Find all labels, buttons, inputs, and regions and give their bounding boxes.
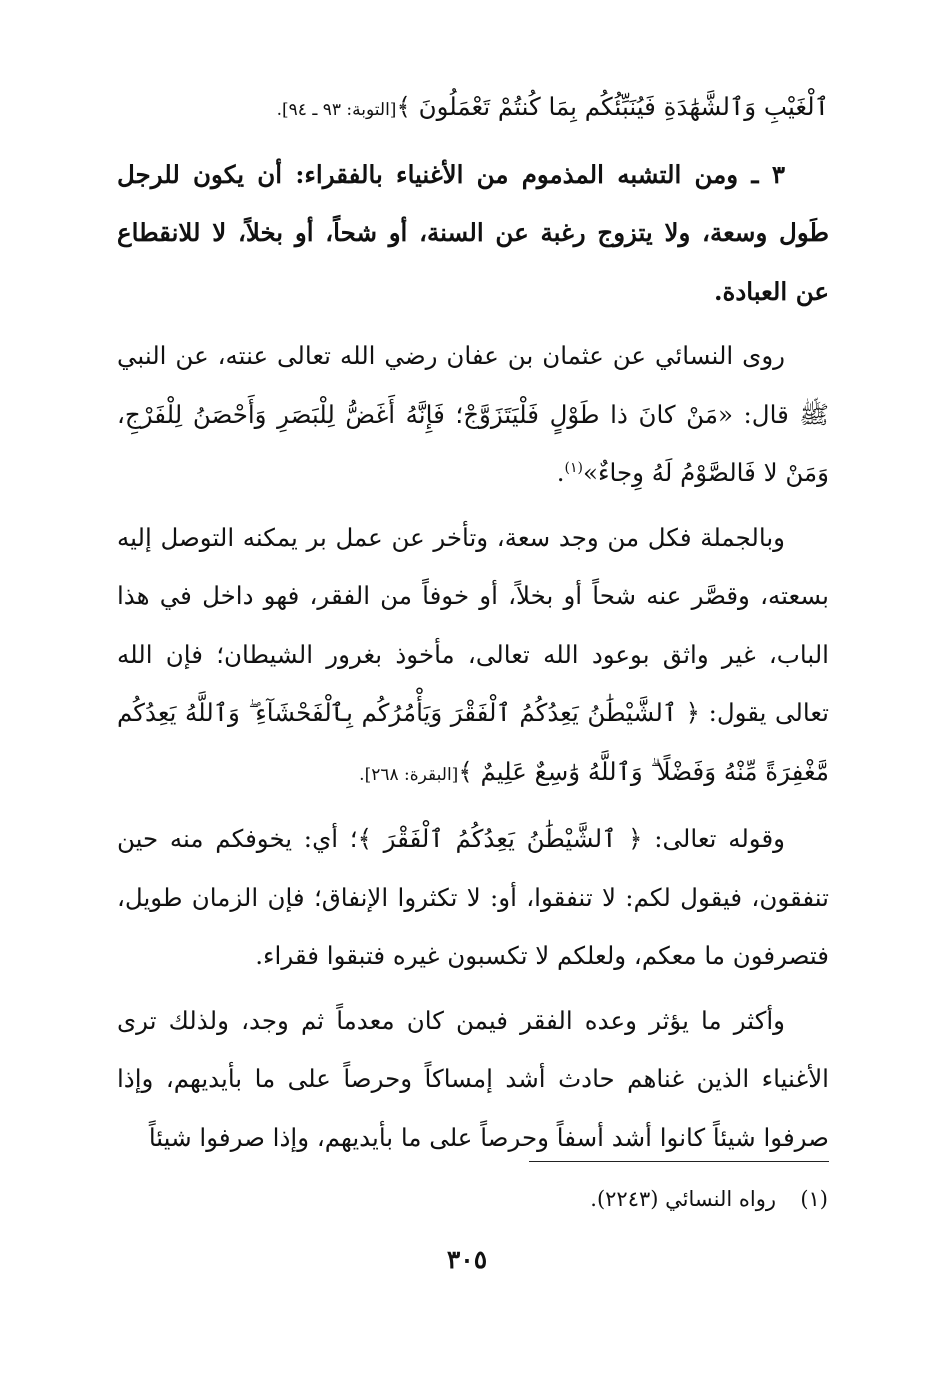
page-number: ٣٠٥ [446, 1245, 488, 1274]
quran-verse: ﴿ ٱلشَّيْطَٰنُ يَعِدُكُمُ ٱلْفَقْرَ وَيَأْمُرُكُم بِٱلْفَحْشَآءِ ۖ وَٱللَّهُ يَعِدُكُم مَّغْفِرَةً مِّنْهُ وَفَضْلًا ۗ وَٱللَّهُ وَٰسِعٌ عَلِيمٌ ﴾ [117, 698, 829, 786]
verse-reference: [التوبة: ٩٣ ـ ٩٤]. [276, 100, 397, 120]
footnote-number: (١) [800, 1187, 828, 1211]
paragraph-newly-rich: وأكثر ما يؤثر وعده الفقر فيمن كان معدماً ثم وجد، ولذلك ترى الأغنياء الذين غناهم حادث أشد إمساكاً وحرصاً على ما بأيديهم، وإذا صرفوا شيئاً كانوا أشد أسفاً وحرصاً على ما بأيديهم، وإذا صرفوا شيئاً [117, 1005, 829, 1152]
hadith-text: «مَنْ كانَ ذا طَوْلٍ فَلْيَتَزَوَّجْ؛ فَإِنَّهُ أَغَضُّ لِلْبَصَرِ وَأَحْصَنُ لِلْفَرْجِ، وَمَنْ لا فَالصَّوْمُ لَهُ وِجاءٌ» [117, 399, 829, 487]
paragraph-text: وبالجملة فكل من وجد سعة، وتأخر عن عمل بر يمكنه التوصل إليه بسعته، وقصَّر عنه شحاً أو بخلاً، أو خوفاً من الفقر، فهو داخل في هذا الباب، غير واثق بوعود الله تعالى، مأخوذ بغرور الشيطان؛ فإن الله تعالى يقول: [117, 522, 829, 727]
hadith-intro: روى النسائي عن عثمان بن عفان رضي الله تعالى عنته، عن النبي ﷺ قال: [117, 341, 829, 429]
paragraph-point-3: ٣ ـ ومن التشبه المذموم من الأغنياء بالفقراء: أن يكون للرجل طَول وسعة، ولا يتزوج رغبة عن السنة، أو شحاً، أو بخلاً، لا للانقطاع عن العبادة. [117, 159, 829, 306]
footnote-text: رواه النسائي (٢٢٤٣). [590, 1187, 776, 1211]
paragraph-generalization [117, 509, 829, 805]
quran-verse: ﴿ ٱلشَّيْطَٰنُ يَعِدُكُمُ ٱلْفَقْرَ ﴾ [357, 824, 643, 853]
quran-verse: ٱلْغَيْبِ وَٱلشَّهَٰدَةِ فَيُنَبِّئُكُم بِمَا كُنتُمْ تَعْمَلُونَ ﴾ [396, 92, 829, 121]
paragraph-hadith [117, 327, 829, 503]
footnote [117, 1183, 828, 1215]
footnote-marker: (١) [564, 459, 583, 476]
main-text [117, 78, 829, 1173]
hadith-end: . [556, 458, 565, 487]
footnote-divider [529, 1161, 829, 1162]
paragraph-rest: ؛ أي: يخوفكم منه حين تنفقون، فيقول لكم: لا تنفقوا، أو: لا تكثروا الإنفاق؛ فإن الزمان طويل، فتصرفون ما معكم، ولعلكم لا تكسبون غيره فتبقوا فقراء. [117, 824, 829, 970]
verse-reference: [البقرة: ٢٦٨]. [359, 764, 459, 785]
paragraph-explanation [117, 810, 829, 986]
paragraph-verse-continuation [117, 78, 829, 140]
paragraph-start: وقوله تعالى: [642, 824, 785, 853]
